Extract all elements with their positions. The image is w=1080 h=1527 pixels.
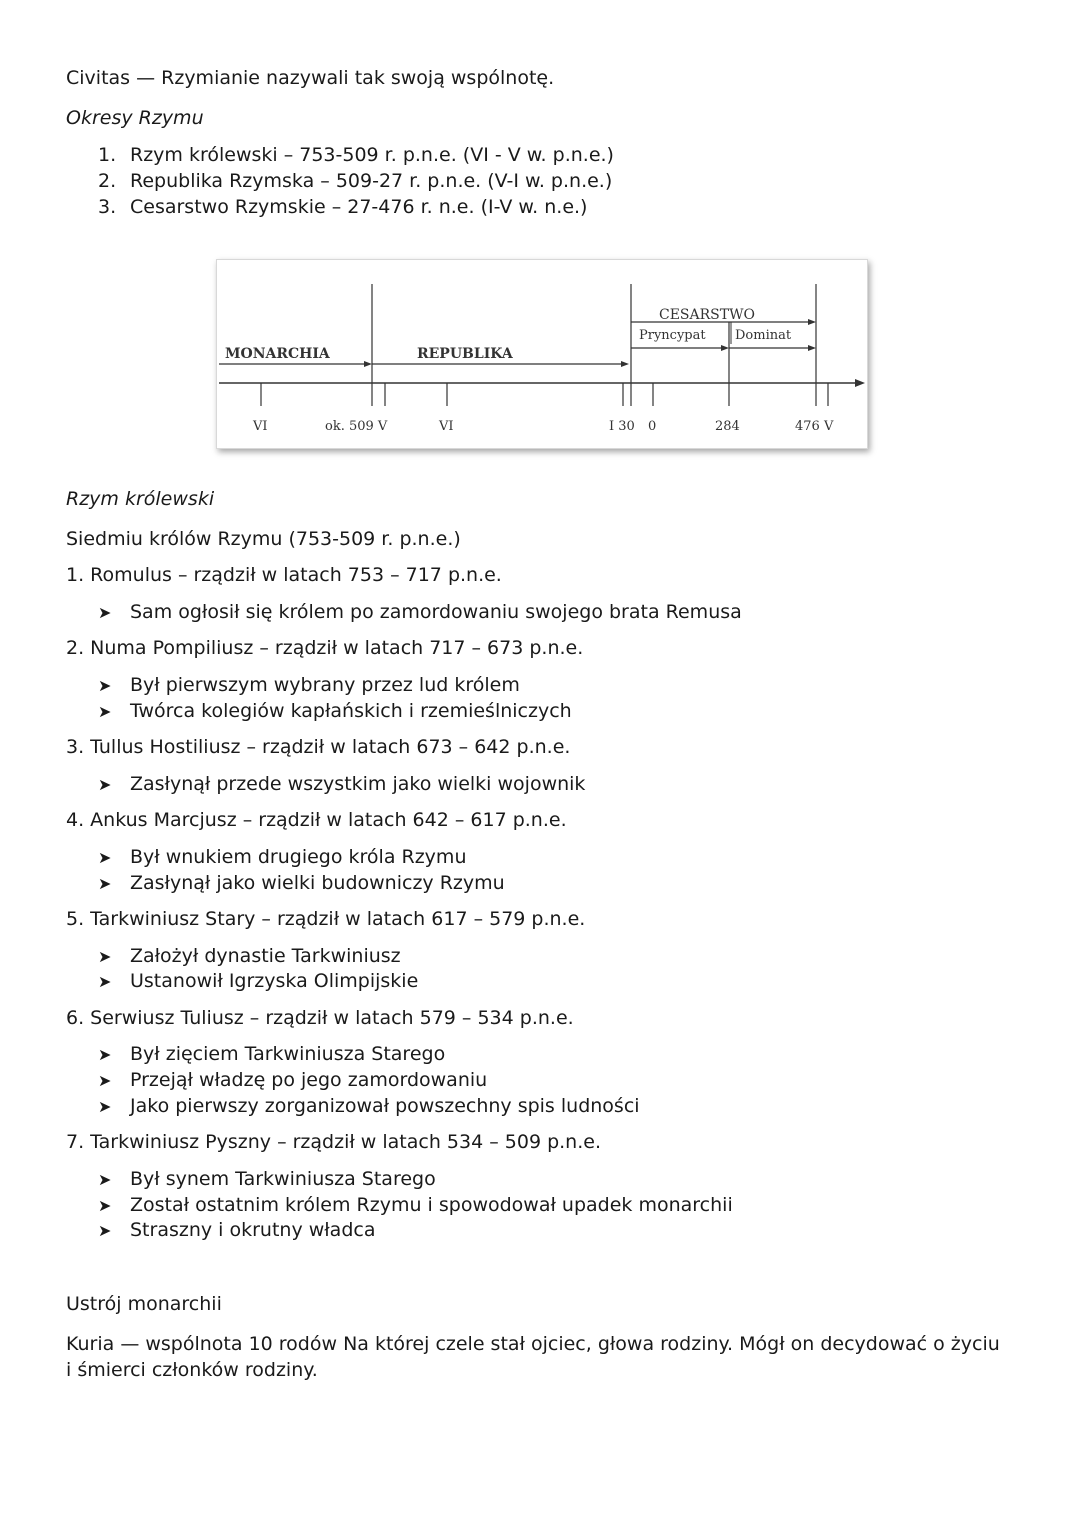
fact-text: Jako pierwszy zorganizował powszechny spis ludności [130, 1095, 640, 1117]
ustroj-heading: Ustrój monarchii [66, 1293, 222, 1315]
timeline-diagram [216, 259, 868, 449]
fact-text: Twórca kolegiów kapłańskich i rzemieślniczych [130, 700, 572, 722]
axis-arrow-icon [855, 379, 865, 387]
fact-text: Przejął władzę po jego zamordowaniu [130, 1069, 488, 1091]
arrow-bullet-icon: ➤ [98, 1071, 112, 1090]
period-number: 2. [98, 170, 117, 192]
timeline-label-republika: REPUBLIKA [417, 346, 513, 362]
king-title: 7. Tarkwiniusz Pyszny – rządził w latach 534 – 509 p.n.e. [66, 1131, 601, 1153]
arrow-bullet-icon: ➤ [98, 848, 112, 867]
king-title: 6. Serwiusz Tuliusz – rządził w latach 579 – 534 p.n.e. [66, 1007, 574, 1029]
king-fact [98, 772, 585, 797]
king-fact [98, 673, 520, 698]
tick-label: VI [253, 419, 268, 434]
timeline-label-pryncypat: Pryncypat [639, 328, 706, 343]
fact-text: Zasłynął przede wszystkim jako wielki wojownik [130, 773, 586, 795]
fact-text: Ustanowił Igrzyska Olimpijskie [130, 970, 419, 992]
timeline-label-cesarstwo: CESARSTWO [659, 307, 755, 323]
fact-text: Był zięciem Tarkwiniusza Starego [130, 1043, 446, 1065]
arrow-bullet-icon: ➤ [98, 676, 112, 695]
arrow-bullet-icon: ➤ [98, 947, 112, 966]
fact-text: Zasłynął jako wielki budowniczy Rzymu [130, 872, 505, 894]
king-title: 5. Tarkwiniusz Stary – rządził w latach 617 – 579 p.n.e. [66, 908, 586, 930]
king-fact [98, 1193, 733, 1218]
arrow-bullet-icon: ➤ [98, 1097, 112, 1116]
king-fact [98, 1167, 436, 1192]
fact-text: Był synem Tarkwiniusza Starego [130, 1168, 436, 1190]
fact-text: Założył dynastie Tarkwiniusz [130, 945, 401, 967]
period-item [98, 195, 587, 219]
period-text: Rzym królewski – 753-509 r. p.n.e. (VI - V w. p.n.e.) [130, 144, 614, 166]
tick-label: 0 [648, 419, 657, 434]
king-title: 1. Romulus – rządził w latach 753 – 717 p.n.e. [66, 564, 502, 586]
period-item [98, 169, 612, 193]
arrow-bullet-icon: ➤ [98, 874, 112, 893]
arrow-bullet-icon: ➤ [98, 603, 112, 622]
arrow-bullet-icon: ➤ [98, 1196, 112, 1215]
tick-label: I 30 [609, 419, 635, 434]
king-title: 2. Numa Pompiliusz – rządził w latach 717 – 673 p.n.e. [66, 637, 584, 659]
tick-label: 284 [715, 419, 740, 434]
periods-heading: Okresy Rzymu [66, 107, 204, 129]
king-title: 4. Ankus Marcjusz – rządził w latach 642 – 617 p.n.e. [66, 809, 567, 831]
king-fact [98, 871, 505, 896]
tick-label: 476 V [795, 419, 834, 434]
fact-text: Był wnukiem drugiego króla Rzymu [130, 846, 467, 868]
period-item [98, 143, 614, 167]
tick-label: VI [439, 419, 454, 434]
arrow-bullet-icon: ➤ [98, 972, 112, 991]
tick-label: ok. 509 V [325, 419, 388, 434]
period-text: Cesarstwo Rzymskie – 27-476 r. n.e. (I-V w. n.e.) [130, 196, 588, 218]
king-fact [98, 944, 401, 969]
arrow-bullet-icon: ➤ [98, 775, 112, 794]
period-number: 3. [98, 196, 117, 218]
intro-text: Civitas — Rzymianie nazywali tak swoją wspólnotę. [66, 67, 555, 89]
king-fact [98, 699, 572, 724]
kings-intro: Siedmiu królów Rzymu (753-509 r. p.n.e.) [66, 528, 461, 550]
kings-heading: Rzym królewski [66, 488, 215, 510]
fact-text: Sam ogłosił się królem po zamordowaniu swojego brata Remusa [130, 601, 742, 623]
king-fact [98, 1218, 375, 1243]
arrow-bullet-icon: ➤ [98, 1170, 112, 1189]
arrow-bullet-icon: ➤ [98, 1045, 112, 1064]
period-number: 1. [98, 144, 117, 166]
arrow-bullet-icon: ➤ [98, 702, 112, 721]
fact-text: Został ostatnim królem Rzymu i spowodował upadek monarchii [130, 1194, 733, 1216]
king-fact [98, 1068, 487, 1093]
fact-text: Był pierwszym wybrany przez lud królem [130, 674, 520, 696]
timeline-label-dominat: Dominat [735, 328, 792, 343]
kuria-paragraph: Kuria — wspólnota 10 rodów Na której czele stał ojciec, głowa rodziny. Mógł on decydować o życiu i śmierci członków rodziny. [66, 1333, 1000, 1381]
king-fact [98, 1042, 445, 1067]
king-fact [98, 845, 466, 870]
arrow-bullet-icon: ➤ [98, 1221, 112, 1240]
period-text: Republika Rzymska – 509-27 r. p.n.e. (V-I w. p.n.e.) [130, 170, 613, 192]
king-title: 3. Tullus Hostiliusz – rządził w latach 673 – 642 p.n.e. [66, 736, 571, 758]
timeline-label-monarchia: MONARCHIA [225, 346, 330, 362]
king-fact [98, 969, 418, 994]
king-fact [98, 1094, 640, 1119]
king-fact [98, 600, 742, 625]
fact-text: Straszny i okrutny władca [130, 1219, 376, 1241]
